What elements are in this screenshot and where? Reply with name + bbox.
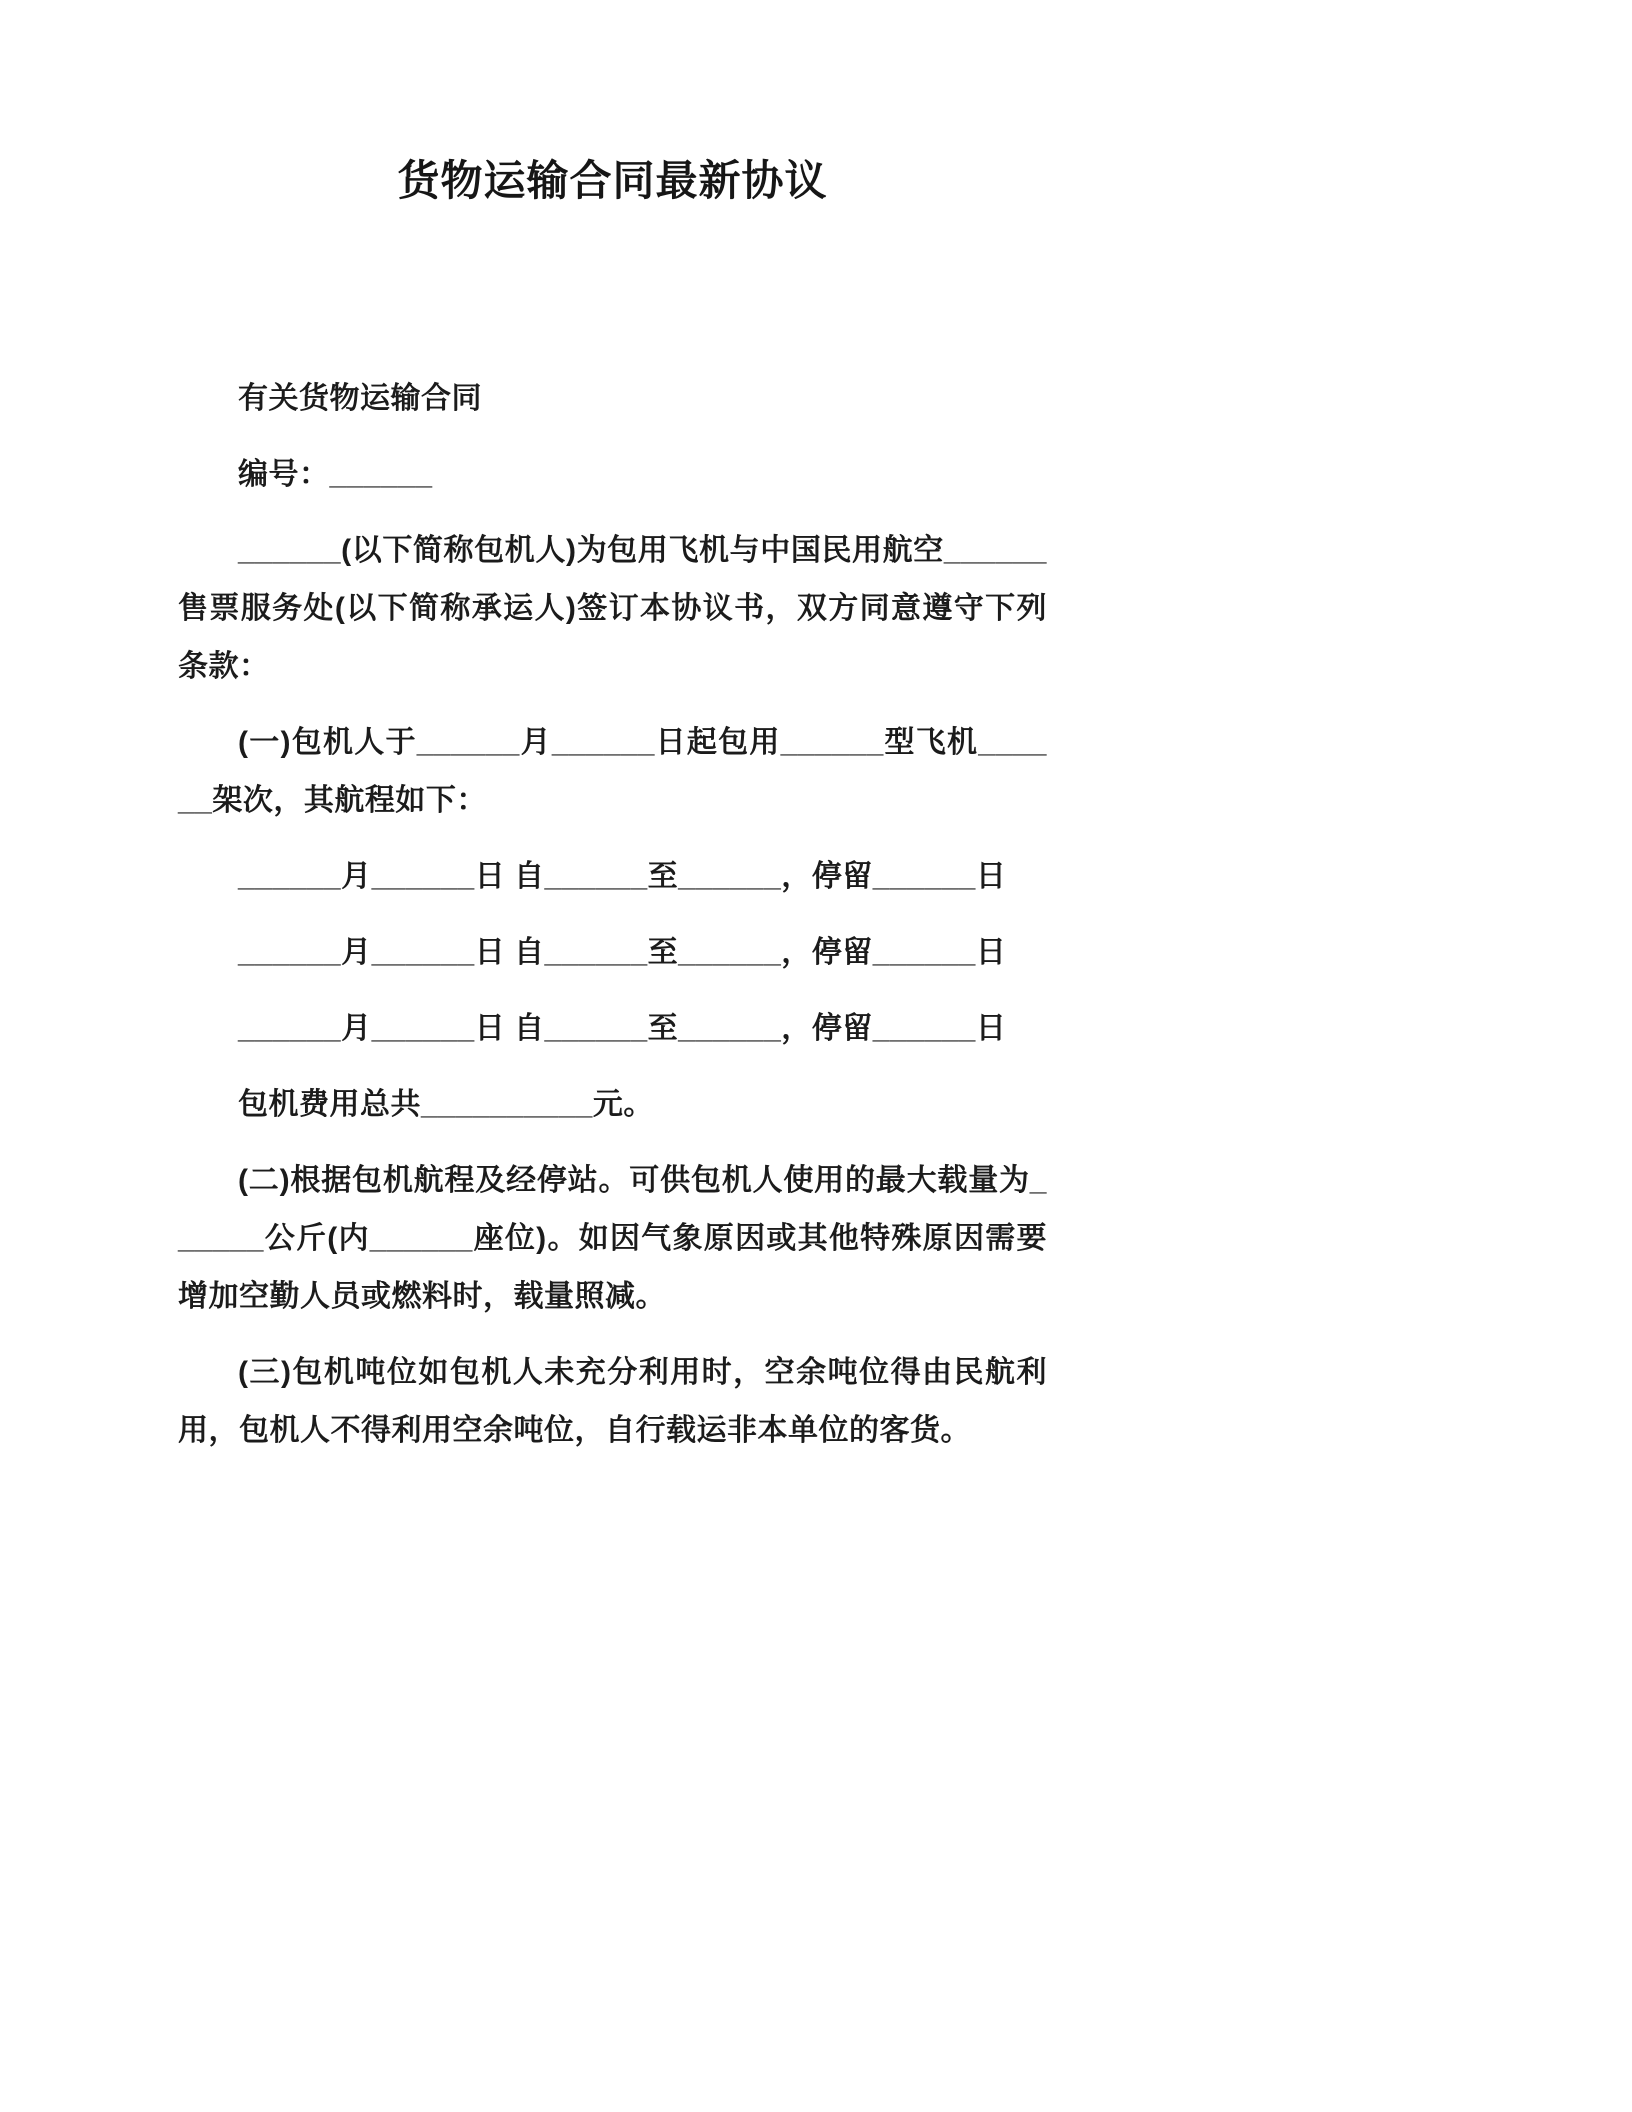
schedule-line-2: ______月______日 自______至______，停留______日 — [238, 936, 1007, 969]
paragraph-contract-number: 编号：______ — [238, 458, 433, 491]
paragraph-subject-heading: 有关货物运输合同 — [238, 382, 482, 415]
paragraph-clause-2: (二)根据包机航程及经停站。可供包机人使用的最大载量为______公斤(内______座位)。如因气象原因或其他特殊原因需要增加空勤人员或燃料时，载量照减。 — [178, 1164, 1047, 1313]
paragraph-clause-3: (三)包机吨位如包机人未充分利用时，空余吨位得由民航利用，包机人不得利用空余吨位，自行载运非本单位的客货。 — [178, 1356, 1047, 1447]
schedule-line-1: ______月______日 自______至______，停留______日 — [238, 860, 1007, 893]
schedule-line-3: ______月______日 自______至______，停留______日 — [238, 1012, 1007, 1045]
paragraph-charter-fee: 包机费用总共__________元。 — [238, 1088, 654, 1121]
document-title: 货物运输合同最新协议 — [397, 157, 828, 204]
paragraph-clause-1: (一)包机人于______月______日起包用______型飞机______架次，其航程如下： — [178, 726, 1047, 817]
paragraph-preamble: ______(以下简称包机人)为包用飞机与中国民用航空______售票服务处(以下简称承运人)签订本协议书，双方同意遵守下列条款： — [178, 534, 1047, 683]
